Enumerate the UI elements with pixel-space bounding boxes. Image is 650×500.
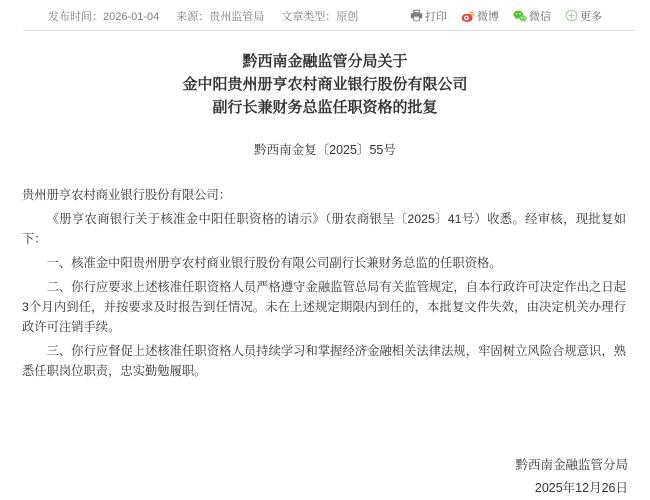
document-number: 黔西南金复〔2025〕55号 xyxy=(254,143,396,157)
title-line-2: 金中阳贵州册亨农村商业银行股份有限公司 xyxy=(182,76,468,93)
more-label: 更多 xyxy=(580,10,602,23)
article-type: 文章类型：原创 xyxy=(281,10,359,23)
wechat-label: 微信 xyxy=(529,10,551,23)
signature-block xyxy=(0,454,628,500)
article-meta-bar xyxy=(0,0,650,30)
paragraph-item-3: 三、你行应督促上述核准任职资格人员持续学习和掌握经济金融相关法律法规，牢固树立风险合规意识，熟悉任职岗位职责，忠实勤勉履职。 xyxy=(22,344,626,378)
paragraph-item-2: 二、你行应要求上述核准任职资格人员严格遵守金融监管总局有关监管规定，自本行政许可决定作出之日起3个月内到任，并按要求及时报告到任情况。未在上述规定期限内到任的，本批复文件失效，由决定机关办理行政许可注销手续。 xyxy=(22,280,626,334)
wechat-icon xyxy=(513,9,527,23)
weibo-icon xyxy=(461,9,475,23)
recipient-line: 贵州册亨农村商业银行股份有限公司： xyxy=(22,188,232,202)
article-source: 来源：贵州监管局 xyxy=(176,10,265,23)
plus-circle-icon xyxy=(565,9,578,22)
weibo-label: 微博 xyxy=(477,10,499,23)
print-label: 打印 xyxy=(425,10,447,23)
title-line-1: 黔西南金融监管分局关于 xyxy=(242,53,408,70)
publish-time: 发布时间：2026-01-04 xyxy=(48,10,160,23)
printer-icon xyxy=(410,9,423,22)
paragraph-intro: 《册亨农商银行关于核准金中阳任职资格的请示》（册农商银呈〔2025〕41号）收悉。经审核，现批复如下： xyxy=(22,212,626,246)
issuing-authority: 黔西南金融监管分局 xyxy=(515,458,628,472)
print-button[interactable] xyxy=(410,8,447,24)
weibo-share-button[interactable] xyxy=(461,8,499,24)
share-toolbar xyxy=(396,8,602,24)
wechat-share-button[interactable] xyxy=(513,8,551,24)
issue-date: 2025年12月26日 xyxy=(534,481,628,495)
document-body xyxy=(22,185,626,381)
article-meta-info xyxy=(48,8,375,24)
paragraph-item-1: 一、核准金中阳贵州册亨农村商业银行股份有限公司副行长兼财务总监的任职资格。 xyxy=(46,256,502,270)
title-line-3: 副行长兼财务总监任职资格的批复 xyxy=(212,99,438,116)
more-share-button[interactable] xyxy=(565,8,602,24)
page-title xyxy=(22,50,628,119)
header-divider xyxy=(23,30,635,31)
